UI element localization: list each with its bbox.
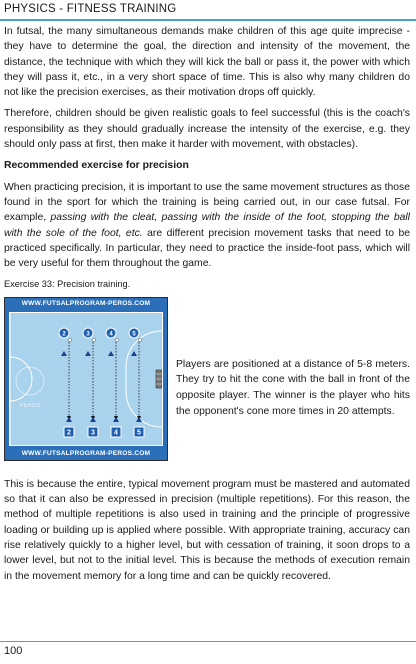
exercise-caption: Exercise 33: Precision training. xyxy=(4,279,131,290)
player-bottom-5 xyxy=(134,417,144,437)
ball-icon xyxy=(138,338,141,341)
exercise-diagram xyxy=(4,297,168,461)
paragraph-3-part-2: are different precision movement tasks that need to be practiced specifically. In particular, they need to practice the inside-foot pass, which will be very useful for them throughout the game. xyxy=(4,227,410,270)
ball-icon xyxy=(92,338,95,341)
player-number: 2 xyxy=(62,331,66,338)
cone-icon xyxy=(61,351,67,356)
paragraph-3-italic: passing with the cleat, passing with the inside of the foot, stopping the ball with the sole of the foot, etc. xyxy=(4,212,410,239)
futsal-pitch xyxy=(9,312,163,446)
player-bottom-4 xyxy=(111,417,121,437)
watermark-text: PEROS xyxy=(19,402,41,409)
pitch-drawing xyxy=(10,313,162,445)
ball-icon xyxy=(115,338,118,341)
player-bottom-3 xyxy=(88,417,98,437)
cone-icon xyxy=(113,417,119,422)
player-number: 3 xyxy=(86,331,90,338)
cone-icon xyxy=(66,417,72,422)
player-top-3 xyxy=(83,328,96,421)
player-bottom-2 xyxy=(64,417,74,437)
player-number: 3 xyxy=(91,429,95,437)
paragraph-3 xyxy=(4,180,410,272)
player-number: 4 xyxy=(114,429,118,437)
exercise-block xyxy=(4,297,410,467)
exercise-description: Players are positioned at a distance of 5-8 meters. They try to hit the cone with the ball in front of the opposite player. The winner is the player who hits the opponent's cone more times in 20 attempts. xyxy=(176,358,410,417)
cone-icon xyxy=(85,351,91,356)
cone-icon xyxy=(108,351,114,356)
player-number: 5 xyxy=(132,331,136,338)
header-rule xyxy=(0,19,416,21)
page-header xyxy=(0,0,416,20)
player-number: 4 xyxy=(109,331,113,338)
paragraph-2: Therefore, children should be given realistic goals to feel successful (this is the coach's responsibility as they should gradually increase the intensity of the exercise, e.g. they should only pass at first, then make it harder with movement, with obstacles). xyxy=(4,108,410,151)
site-label-top: WWW.FUTSALPROGRAM-PEROS.COM xyxy=(21,299,151,307)
player-number: 2 xyxy=(67,429,71,437)
page-number: 100 xyxy=(4,645,23,657)
header-title: PHYSICS - FITNESS TRAINING xyxy=(4,3,177,15)
watermark-logo xyxy=(16,367,44,395)
player-top-4 xyxy=(106,328,119,421)
paragraph-4: This is because the entire, typical movement program must be mastered and automated so that it can also be expressed in precision (multiple repetitions). For this reason, the method of multiple repetitions is also used in training and the principle of progressive loading or building up is applied where possible. With appropriate training, accuracy can rise relatively quickly to a higher level, but with cessation of training, it soon drops to a lower level, but not to the initial level. This is because the methods of execution remain in the movement memory for a long time and can be quickly recovered. xyxy=(4,478,410,582)
footer-rule xyxy=(0,641,416,642)
paragraph-1: In futsal, the many simultaneous demands make children of this age quite imprecise - they have to determine the goal, the direction and intensity of the movement, the distance, the technique with which they will kick the ball or pass it, the power with which they will pass it, etc., in a very short space of time. This is also why many children do not like the precision exercises, as their motivation drops off quickly. xyxy=(4,26,410,99)
cone-icon xyxy=(131,351,137,356)
player-top-5 xyxy=(129,328,142,421)
cone-icon xyxy=(90,417,96,422)
player-number: 5 xyxy=(137,429,141,437)
section-heading: Recommended exercise for precision xyxy=(4,160,189,172)
center-circle xyxy=(10,357,32,401)
cone-icon xyxy=(136,417,142,422)
main-content xyxy=(4,24,410,590)
paragraph-3-part-1: When practicing precision, it is important to use the same movement structures as those found in the sport for which the training is being carried out, in our case futsal. For example, xyxy=(4,181,410,224)
ball-icon xyxy=(68,338,71,341)
site-label-bottom: WWW.FUTSALPROGRAM-PEROS.COM xyxy=(21,449,151,457)
player-top-2 xyxy=(59,328,72,421)
